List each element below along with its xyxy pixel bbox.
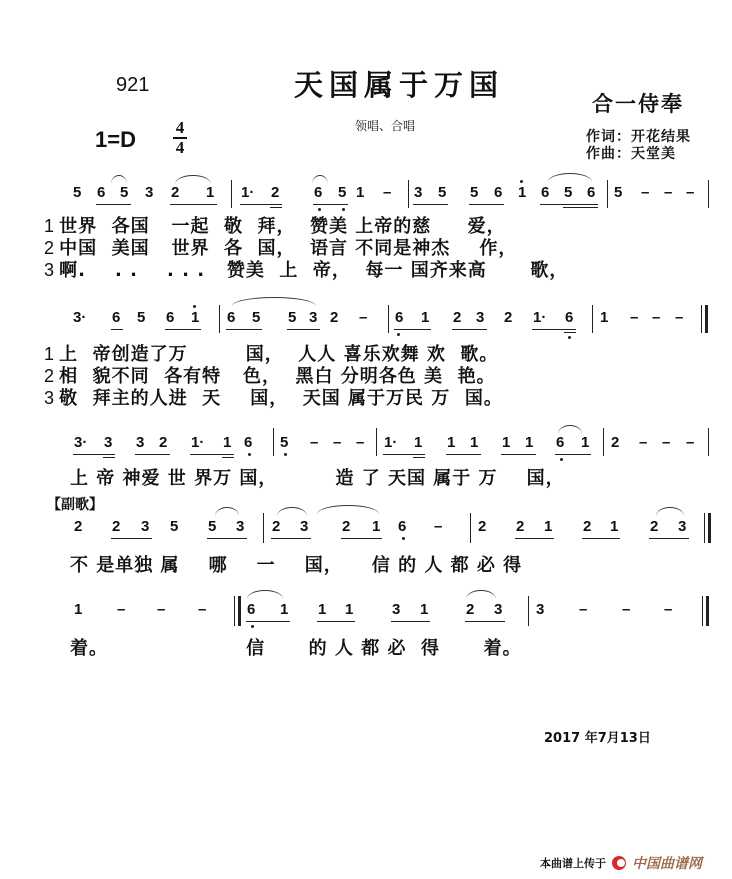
lyric-text: 世界 各国 一起 敬 拜， 赞美 上帝的慈 爱， bbox=[59, 216, 506, 237]
underline bbox=[135, 454, 170, 455]
note: – bbox=[686, 184, 695, 201]
underline bbox=[165, 329, 201, 330]
note: – bbox=[157, 601, 166, 618]
note: 6 bbox=[244, 434, 253, 451]
key-signature: 1=D bbox=[95, 127, 136, 152]
verse-3: 3 啊. . . . . . 赞美 上 帝， 每一 国齐来高 歌， bbox=[44, 260, 569, 281]
underline bbox=[394, 329, 431, 330]
note: 1 bbox=[372, 518, 381, 535]
lyric-text: 啊. . . . . . 赞美 上 帝， 每一 国齐来高 歌， bbox=[59, 260, 569, 281]
lyric-line: 上 帝 神爱 世 界万 国， 造 了 天国 属于 万 国， bbox=[70, 468, 565, 489]
low-octave-dot bbox=[318, 208, 321, 211]
slur bbox=[548, 173, 592, 182]
note: 2 bbox=[271, 184, 280, 201]
underline bbox=[564, 332, 576, 333]
note: 3 bbox=[476, 309, 485, 326]
note: 5 bbox=[137, 309, 146, 326]
note: – bbox=[652, 309, 661, 326]
note: 1 bbox=[447, 434, 456, 451]
note: 1· bbox=[384, 434, 398, 451]
underline bbox=[111, 538, 152, 539]
underline bbox=[240, 204, 282, 205]
underline bbox=[555, 454, 591, 455]
song-number: 921 bbox=[116, 74, 150, 96]
note: – bbox=[686, 434, 695, 451]
underline bbox=[207, 538, 247, 539]
site-name-link[interactable]: 中国曲谱网 bbox=[632, 856, 702, 872]
underline bbox=[391, 621, 430, 622]
slur bbox=[175, 175, 211, 184]
note: 2 bbox=[466, 601, 475, 618]
underline bbox=[190, 454, 234, 455]
note: 2 bbox=[583, 518, 592, 535]
note: 3 bbox=[536, 601, 545, 618]
note: 1· bbox=[241, 184, 255, 201]
note: 5 bbox=[208, 518, 217, 535]
lyric-text: 相 貌不同 各有特 色， 黑白 分明各色 美 艳。 bbox=[59, 366, 496, 387]
note: 1 bbox=[414, 434, 423, 451]
note: 5 bbox=[438, 184, 447, 201]
note: – bbox=[117, 601, 126, 618]
barline bbox=[388, 305, 389, 333]
upload-text: 本曲谱上传于 bbox=[540, 857, 606, 870]
verse-1: 1 上 帝创造了万 国， 人人 喜乐欢舞 欢 歌。 bbox=[44, 344, 499, 365]
note: 2 bbox=[516, 518, 525, 535]
note: 6 bbox=[565, 309, 574, 326]
underline bbox=[287, 329, 320, 330]
note: 3· bbox=[73, 309, 87, 326]
note-high-1: 1 bbox=[518, 184, 527, 201]
note: 5 bbox=[470, 184, 479, 201]
note: 5 bbox=[170, 518, 179, 535]
note: – bbox=[622, 601, 631, 618]
performer: 合一侍奉 bbox=[592, 92, 684, 116]
note: 1 bbox=[223, 434, 232, 451]
underline bbox=[271, 538, 311, 539]
barline bbox=[528, 596, 529, 626]
note-high-1: 1 bbox=[191, 309, 200, 326]
note: – bbox=[333, 434, 342, 451]
lyric-text: 上 帝创造了万 国， 人人 喜乐欢舞 欢 歌。 bbox=[59, 344, 499, 365]
lyric-text: 敬 拜主的人进 天 国， 天国 属于万民 万 国。 bbox=[59, 388, 503, 409]
note: 1 bbox=[421, 309, 430, 326]
low-octave-dot bbox=[251, 625, 254, 628]
low-octave-dot bbox=[560, 458, 563, 461]
note: 6 bbox=[556, 434, 565, 451]
note: 1 bbox=[345, 601, 354, 618]
slur bbox=[277, 507, 307, 516]
low-octave-dot bbox=[248, 453, 251, 456]
note: – bbox=[639, 434, 648, 451]
slur bbox=[558, 425, 582, 434]
note: 3 bbox=[309, 309, 318, 326]
note: 2 bbox=[478, 518, 487, 535]
note: 5 bbox=[338, 184, 347, 201]
note: 2 bbox=[453, 309, 462, 326]
lyricist-credit: 作词：开花结果 bbox=[586, 129, 691, 145]
note: 1 bbox=[525, 434, 534, 451]
note: 2 bbox=[74, 518, 83, 535]
note: 6 bbox=[166, 309, 175, 326]
note: 1 bbox=[544, 518, 553, 535]
verse-3: 3 敬 拜主的人进 天 国， 天国 属于万民 万 国。 bbox=[44, 388, 503, 409]
verse-2: 2 相 貌不同 各有特 色， 黑白 分明各色 美 艳。 bbox=[44, 366, 496, 387]
note: 3 bbox=[414, 184, 423, 201]
note: 6 bbox=[398, 518, 407, 535]
note: 3 bbox=[136, 434, 145, 451]
note: 1 bbox=[318, 601, 327, 618]
note: 1 bbox=[74, 601, 83, 618]
note: 1 bbox=[420, 601, 429, 618]
lyric-text: 中国 美国 世界 各 国， 语言 不同是神杰 作， bbox=[59, 238, 518, 259]
note: 3 bbox=[494, 601, 503, 618]
note: 2 bbox=[504, 309, 513, 326]
note: 6 bbox=[395, 309, 404, 326]
underline bbox=[413, 457, 425, 458]
note: – bbox=[198, 601, 207, 618]
underline bbox=[222, 457, 234, 458]
underline bbox=[649, 538, 689, 539]
underline bbox=[170, 204, 217, 205]
verse-2: 2 中国 美国 世界 各 国， 语言 不同是神杰 作， bbox=[44, 238, 518, 259]
note: 6 bbox=[97, 184, 106, 201]
underline bbox=[341, 538, 382, 539]
note: – bbox=[434, 518, 443, 535]
underline bbox=[465, 621, 505, 622]
underline bbox=[383, 454, 425, 455]
barline bbox=[376, 428, 377, 456]
low-octave-dot bbox=[284, 453, 287, 456]
note: 3 bbox=[392, 601, 401, 618]
lyric-line: 着。 信 的 人 都 必 得 着。 bbox=[70, 638, 522, 659]
verse-1: 1 世界 各国 一起 敬 拜， 赞美 上帝的慈 爱， bbox=[44, 216, 506, 237]
double-barline bbox=[702, 596, 709, 626]
note: 1 bbox=[581, 434, 590, 451]
note: – bbox=[630, 309, 639, 326]
time-sig-top: 4 bbox=[175, 118, 185, 137]
underline bbox=[226, 329, 262, 330]
underline bbox=[563, 207, 598, 208]
note: 5 bbox=[252, 309, 261, 326]
slur bbox=[215, 507, 239, 516]
note: 1· bbox=[533, 309, 547, 326]
underline bbox=[413, 204, 448, 205]
note: 5 bbox=[614, 184, 623, 201]
note: 1 bbox=[356, 184, 365, 201]
note: 3 bbox=[300, 518, 309, 535]
underline bbox=[313, 204, 348, 205]
underline bbox=[111, 329, 123, 330]
note: 3 bbox=[141, 518, 150, 535]
slur bbox=[247, 590, 283, 599]
low-octave-dot bbox=[342, 208, 345, 211]
barline bbox=[607, 180, 608, 208]
underline bbox=[452, 329, 487, 330]
slur bbox=[232, 297, 316, 306]
note: 3 bbox=[236, 518, 245, 535]
note: 3 bbox=[104, 434, 113, 451]
underline bbox=[469, 204, 504, 205]
footer bbox=[540, 853, 702, 873]
date: 2017 年7月13日 bbox=[544, 731, 651, 746]
note: 1· bbox=[191, 434, 205, 451]
note: – bbox=[359, 309, 368, 326]
note: 5 bbox=[73, 184, 82, 201]
note: – bbox=[310, 434, 319, 451]
low-octave-dot bbox=[402, 537, 405, 540]
note: – bbox=[641, 184, 650, 201]
note: 5 bbox=[280, 434, 289, 451]
slur bbox=[312, 175, 328, 184]
barline bbox=[470, 513, 471, 543]
note: 5 bbox=[288, 309, 297, 326]
note: 1 bbox=[470, 434, 479, 451]
slur bbox=[111, 175, 127, 184]
barline bbox=[263, 513, 264, 543]
note: 6 bbox=[227, 309, 236, 326]
note: 1 bbox=[280, 601, 289, 618]
underline bbox=[582, 538, 620, 539]
note: 1 bbox=[610, 518, 619, 535]
barline bbox=[592, 305, 593, 333]
barline bbox=[219, 305, 220, 333]
note: 2 bbox=[611, 434, 620, 451]
slur bbox=[317, 505, 379, 514]
underline bbox=[96, 204, 131, 205]
note: 1 bbox=[502, 434, 511, 451]
barline bbox=[708, 180, 709, 208]
high-octave-dot bbox=[193, 305, 196, 308]
note: 3 bbox=[145, 184, 154, 201]
low-octave-dot bbox=[397, 333, 400, 336]
barline bbox=[708, 428, 709, 456]
underline bbox=[515, 538, 554, 539]
barline bbox=[603, 428, 604, 456]
underline bbox=[540, 204, 598, 205]
double-barline bbox=[234, 596, 241, 626]
low-octave-dot bbox=[568, 336, 571, 339]
note: – bbox=[675, 309, 684, 326]
high-octave-dot bbox=[520, 180, 523, 183]
note: 2 bbox=[159, 434, 168, 451]
time-signature bbox=[173, 120, 187, 156]
lyric-line: 不 是单独 属 哪 一 国， 信 的 人 都 必 得 bbox=[70, 555, 523, 576]
underline bbox=[246, 621, 290, 622]
underline bbox=[446, 454, 481, 455]
note: – bbox=[356, 434, 365, 451]
double-barline bbox=[704, 513, 711, 543]
note: 1 bbox=[206, 184, 215, 201]
underline bbox=[317, 621, 355, 622]
underline bbox=[73, 454, 115, 455]
note: 6 bbox=[247, 601, 256, 618]
note: 2 bbox=[171, 184, 180, 201]
note: 6 bbox=[112, 309, 121, 326]
note: 6 bbox=[494, 184, 503, 201]
time-sig-bottom: 4 bbox=[175, 138, 185, 157]
underline bbox=[270, 207, 282, 208]
barline bbox=[408, 180, 409, 208]
note: – bbox=[664, 601, 673, 618]
note: 5 bbox=[564, 184, 573, 201]
barline bbox=[273, 428, 274, 456]
subtitle: 领唱、合唱 bbox=[355, 119, 416, 133]
note: – bbox=[383, 184, 392, 201]
site-logo-icon bbox=[612, 856, 626, 870]
composer-credit: 作曲：天堂美 bbox=[586, 146, 676, 162]
slur bbox=[466, 590, 496, 599]
note: 3 bbox=[678, 518, 687, 535]
note: 3· bbox=[74, 434, 88, 451]
note: – bbox=[662, 434, 671, 451]
song-title: 天国属于万国 bbox=[294, 68, 505, 102]
slur bbox=[656, 507, 684, 516]
note: – bbox=[664, 184, 673, 201]
underline bbox=[532, 329, 576, 330]
note: 2 bbox=[112, 518, 121, 535]
note: 2 bbox=[330, 309, 339, 326]
note: 1 bbox=[600, 309, 609, 326]
note: 5 bbox=[120, 184, 129, 201]
note: 6 bbox=[314, 184, 323, 201]
underline bbox=[103, 457, 115, 458]
note: – bbox=[579, 601, 588, 618]
double-barline bbox=[701, 305, 708, 333]
underline bbox=[501, 454, 536, 455]
note: 6 bbox=[587, 184, 596, 201]
section-label-chorus: 【副歌】 bbox=[47, 497, 103, 513]
note: 2 bbox=[272, 518, 281, 535]
note: 2 bbox=[650, 518, 659, 535]
note: 6 bbox=[541, 184, 550, 201]
barline bbox=[231, 180, 232, 208]
note: 2 bbox=[342, 518, 351, 535]
